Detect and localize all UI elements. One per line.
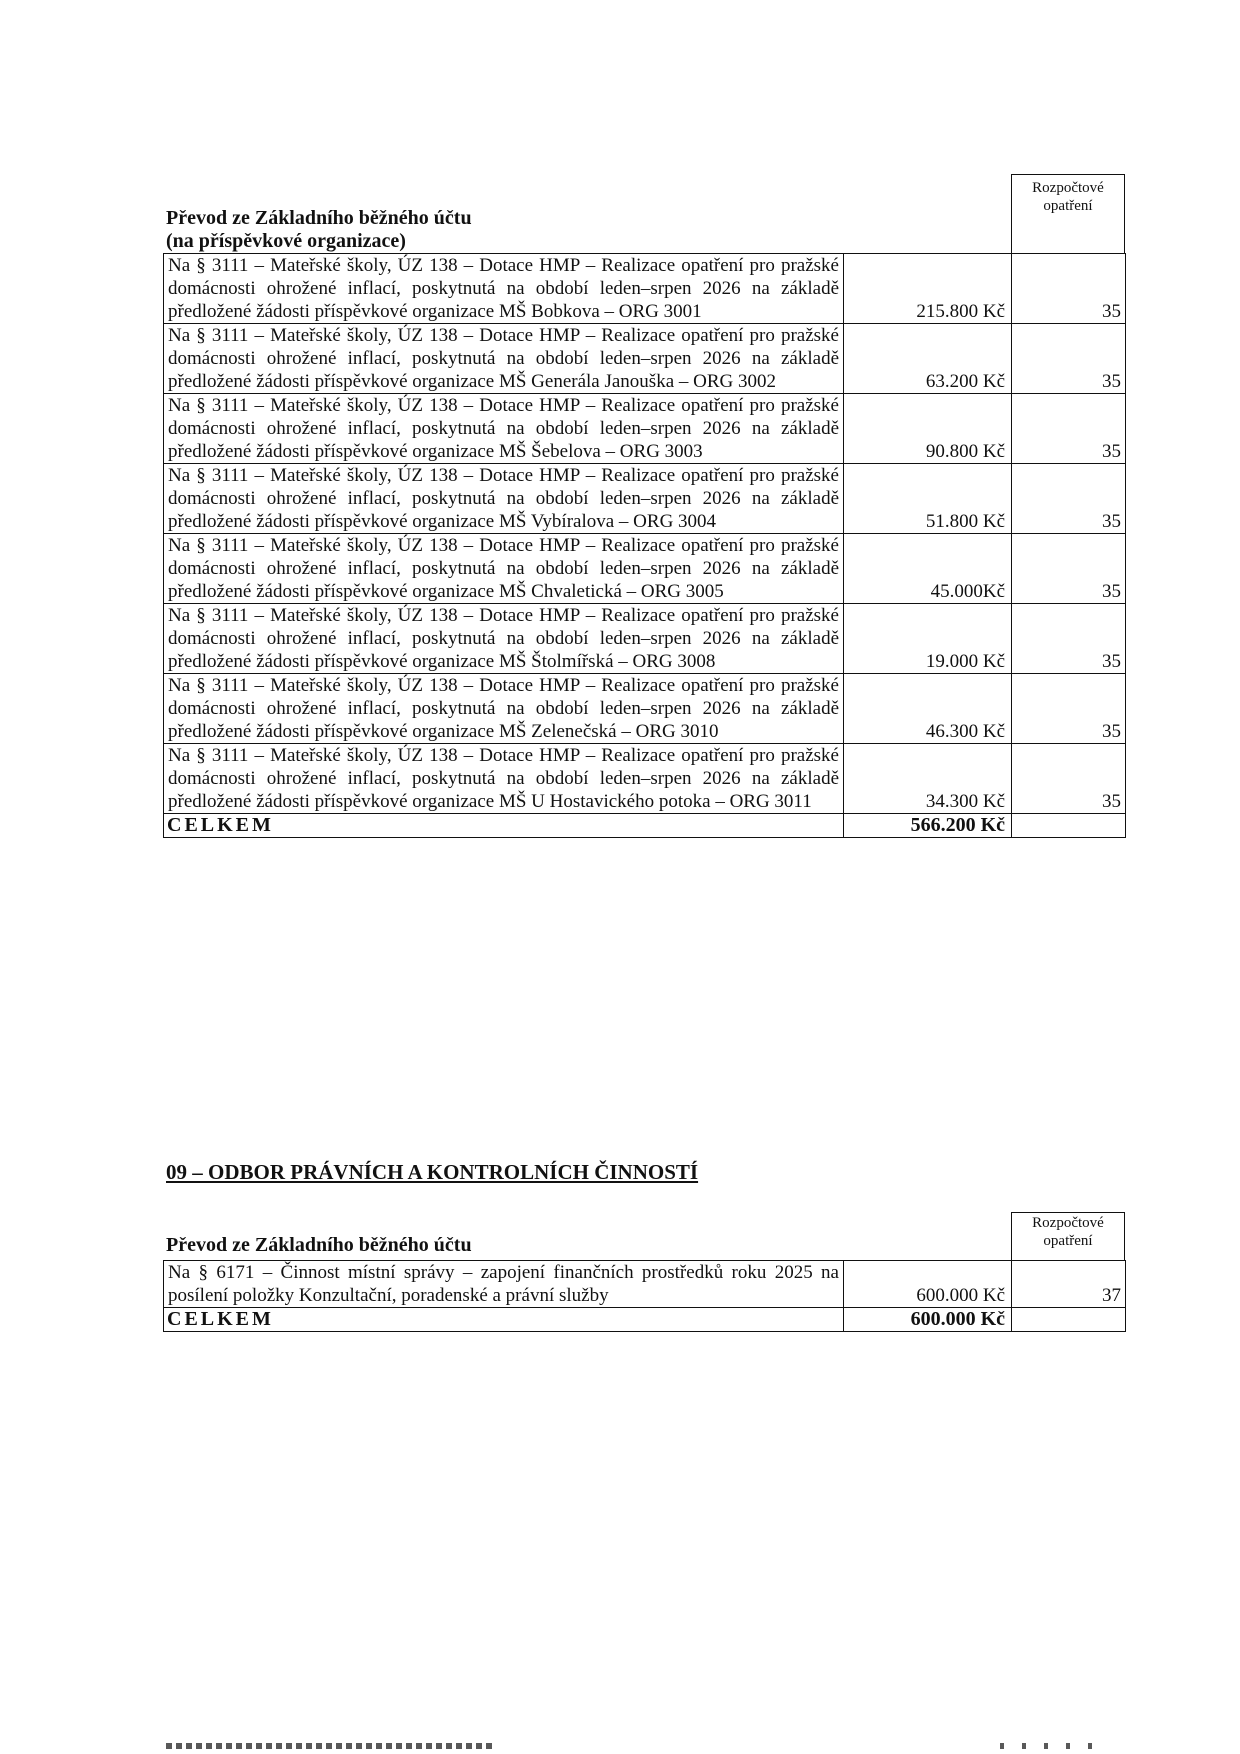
row-amount: 215.800 Kč [844,254,1012,324]
section2-title: 09 – ODBOR PRÁVNÍCH A KONTROLNÍCH ČINNOSTÍ [166,1160,699,1184]
section1-total-row [164,814,1126,838]
row-budget-measure: 35 [1012,534,1126,604]
section1-total-ro [1012,814,1126,838]
section2-total-row [164,1308,1126,1332]
row-description: Na § 3111 – Mateřské školy, ÚZ 138 – Dotace HMP – Realizace opatření pro pražské domácnosti ohrožené inflací, poskytnutá na období leden–srpen 2026 na základě předložené žádosti příspěvkové organizace MŠ Bobkova – ORG 3001 [164,254,844,324]
section1-table-body [164,254,1126,814]
row-amount: 46.300 Kč [844,674,1012,744]
row-budget-measure: 35 [1012,394,1126,464]
table-row [164,604,1126,674]
row-budget-measure: 37 [1012,1261,1126,1308]
row-description: Na § 3111 – Mateřské školy, ÚZ 138 – Dotace HMP – Realizace opatření pro pražské domácnosti ohrožené inflací, poskytnutá na období leden–srpen 2026 na základě předložené žádosti příspěvkové organizace MŠ Generála Janouška – ORG 3002 [164,324,844,394]
row-amount: 90.800 Kč [844,394,1012,464]
section2-total-ro [1012,1308,1126,1332]
section2-heading: Převod ze Základního běžného účtu [166,1234,472,1256]
ro-header-line1: Rozpočtové [1032,180,1104,196]
table-row [164,324,1126,394]
row-budget-measure: 35 [1012,324,1126,394]
row-budget-measure: 35 [1012,464,1126,534]
table-row [164,1261,1126,1308]
section1-heading-line2: (na příspěvkové organizace) [166,230,406,252]
row-description: Na § 3111 – Mateřské školy, ÚZ 138 – Dotace HMP – Realizace opatření pro pražské domácnosti ohrožené inflací, poskytnutá na období leden–srpen 2026 na základě předložené žádosti příspěvkové organizace MŠ Vybíralova – ORG 3004 [164,464,844,534]
section1 [163,174,1125,838]
ro-header-line2: opatření [1043,198,1093,214]
table-row [164,254,1126,324]
row-amount: 63.200 Kč [844,324,1012,394]
section2-table-body [164,1261,1126,1308]
row-amount: 19.000 Kč [844,604,1012,674]
section1-total-label: CELKEM [164,814,844,838]
footer-cutoff-marks [1000,1743,1110,1749]
section2-total-label: CELKEM [164,1308,844,1332]
row-description: Na § 3111 – Mateřské školy, ÚZ 138 – Dotace HMP – Realizace opatření pro pražské domácnosti ohrožené inflací, poskytnutá na období leden–srpen 2026 na základě předložené žádosti příspěvkové organizace MŠ Zelenečská – ORG 3010 [164,674,844,744]
row-budget-measure: 35 [1012,604,1126,674]
table-row [164,674,1126,744]
table-row [164,394,1126,464]
row-budget-measure: 35 [1012,674,1126,744]
section2-total-amount: 600.000 Kč [844,1308,1012,1332]
section2 [163,1212,1125,1332]
section1-table [163,253,1126,838]
table-row [164,744,1126,814]
section2-table [163,1260,1126,1332]
row-amount: 51.800 Kč [844,464,1012,534]
section1-heading [166,207,866,253]
row-budget-measure: 35 [1012,744,1126,814]
section1-heading-line1: Převod ze Základního běžného účtu [166,207,472,229]
row-description: Na § 3111 – Mateřské školy, ÚZ 138 – Dotace HMP – Realizace opatření pro pražské domácnosti ohrožené inflací, poskytnutá na období leden–srpen 2026 na základě předložené žádosti příspěvkové organizace MŠ Chvaletická – ORG 3005 [164,534,844,604]
table-row [164,464,1126,534]
section1-ro-header [1011,174,1125,253]
section2-ro-header [1011,1212,1125,1260]
footer-cutoff-text [166,1743,496,1749]
table-row [164,534,1126,604]
section2-header [163,1212,1125,1260]
row-description: Na § 3111 – Mateřské školy, ÚZ 138 – Dotace HMP – Realizace opatření pro pražské domácnosti ohrožené inflací, poskytnutá na období leden–srpen 2026 na základě předložené žádosti příspěvkové organizace MŠ U Hostavického potoka – ORG 3011 [164,744,844,814]
row-budget-measure: 35 [1012,254,1126,324]
row-description: Na § 3111 – Mateřské školy, ÚZ 138 – Dotace HMP – Realizace opatření pro pražské domácnosti ohrožené inflací, poskytnutá na období leden–srpen 2026 na základě předložené žádosti příspěvkové organizace MŠ Štolmířská – ORG 3008 [164,604,844,674]
row-description: Na § 6171 – Činnost místní správy – zapojení finančních prostředků roku 2025 na posílení položky Konzultační, poradenské a právní služby [164,1261,844,1308]
row-amount: 600.000 Kč [844,1261,1012,1308]
section1-header [163,174,1125,253]
ro-header-line1: Rozpočtové [1032,1215,1104,1231]
row-amount: 45.000Kč [844,534,1012,604]
section1-total-amount: 566.200 Kč [844,814,1012,838]
row-description: Na § 3111 – Mateřské školy, ÚZ 138 – Dotace HMP – Realizace opatření pro pražské domácnosti ohrožené inflací, poskytnutá na období leden–srpen 2026 na základě předložené žádosti příspěvkové organizace MŠ Šebelova – ORG 3003 [164,394,844,464]
ro-header-line2: opatření [1043,1233,1093,1249]
row-amount: 34.300 Kč [844,744,1012,814]
